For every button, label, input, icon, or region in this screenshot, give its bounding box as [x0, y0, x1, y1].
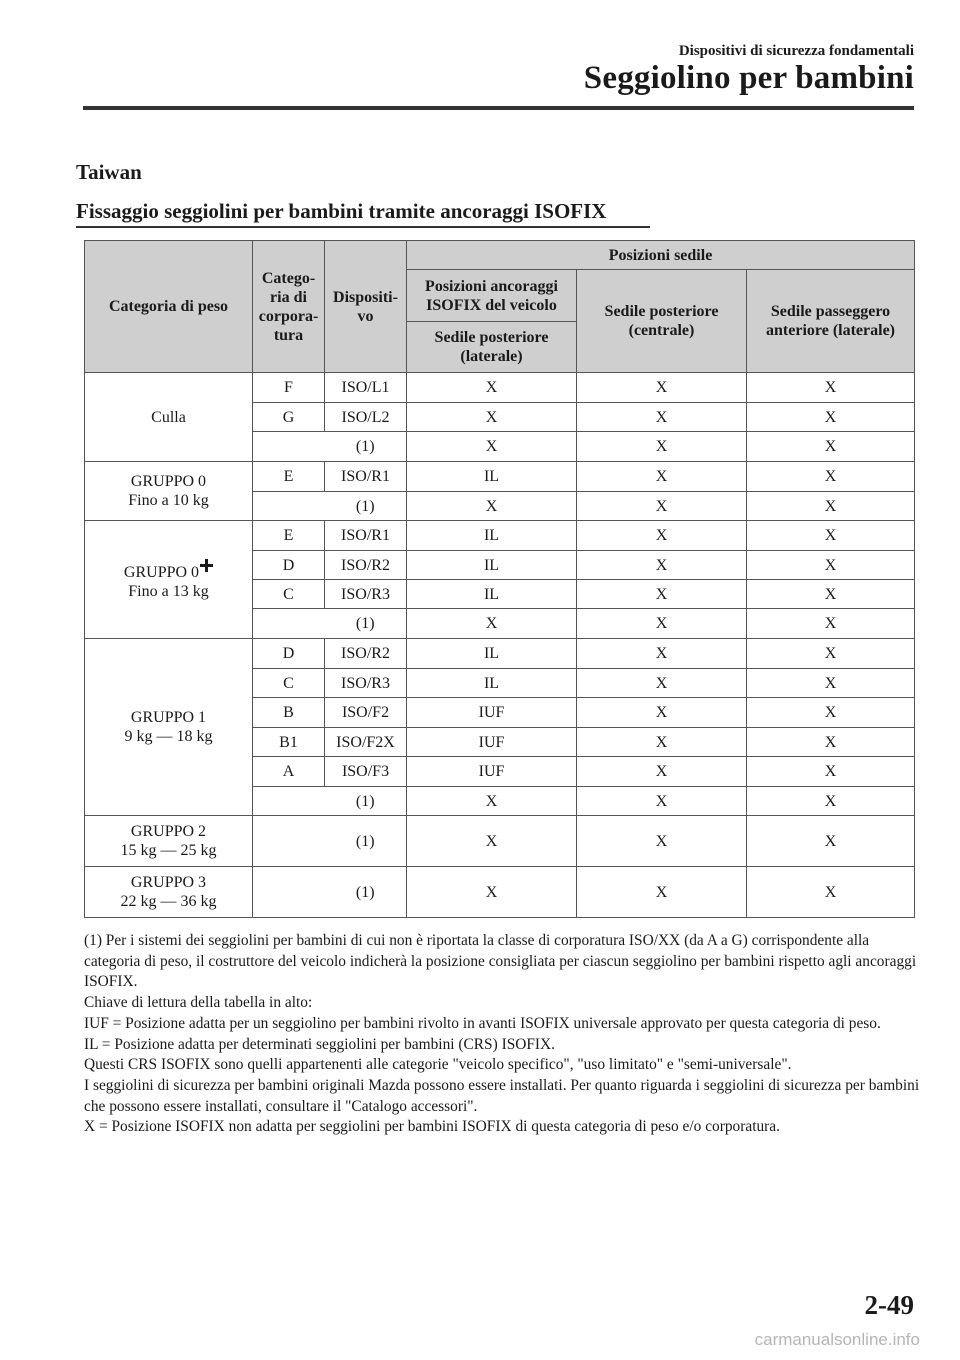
table-cell: X	[407, 867, 577, 918]
header-line: Posizioni ancoraggi	[425, 277, 558, 295]
table-row	[85, 816, 915, 867]
table-cell: D	[253, 551, 325, 580]
table-cell: B	[253, 698, 325, 728]
table-cell: X	[747, 816, 915, 867]
table-cell: IL	[407, 639, 577, 669]
category-name: GRUPPO 1	[130, 709, 207, 726]
col-header-rear-center	[577, 270, 747, 373]
header-subtitle: Dispositivi di sicurezza fondamentali	[678, 43, 914, 59]
header-line: (centrale)	[628, 322, 695, 339]
plus-icon	[200, 559, 213, 572]
table-cell: ISO/R3	[325, 669, 407, 698]
header-line: Sedile passeggero	[770, 303, 891, 320]
col-header-isofix-positions	[407, 270, 577, 322]
table-cell: ISO/F3	[325, 757, 407, 787]
category-name: GRUPPO 3	[130, 874, 207, 891]
table-cell: E	[253, 521, 325, 551]
header-line: Sedile posteriore	[604, 303, 719, 320]
col-header-fixture	[325, 241, 407, 373]
col-header-rear-outboard	[407, 322, 577, 373]
table-cell: X	[747, 462, 915, 492]
table-row	[85, 521, 915, 551]
category-name-text: GRUPPO 0	[123, 563, 200, 581]
table-cell: X	[577, 669, 747, 698]
table-cell: ISO/L2	[325, 403, 407, 432]
header-line: (laterale)	[460, 348, 523, 365]
table-cell: X	[747, 639, 915, 669]
note-x: X = Posizione ISOFIX non adatta per seggiolini per bambini ISOFIX di questa categoria di peso e/o corporatura.	[84, 1118, 780, 1136]
table-cell: C	[253, 580, 325, 609]
table-cell: IL	[407, 462, 577, 492]
category-weight: 22 kg ― 36 kg	[120, 893, 217, 910]
category-name	[88, 559, 249, 582]
table-cell: IL	[407, 551, 577, 580]
table-cell: X	[407, 373, 577, 403]
table-cell	[253, 787, 325, 816]
note-legend-heading: Chiave di lettura della tabella in alto:	[84, 994, 313, 1012]
table-cell: E	[253, 462, 325, 492]
isofix-table	[84, 240, 915, 918]
note-footnote-1: (1) Per i sistemi dei seggiolini per bambini di cui non è riportata la classe di corporatura ISO/XX (da A a G) corrispondente alla categoria di peso, il costruttore del veicolo indicherà la posizione consigliata per ciascun seggiolino per bambini rispetto agli ancoraggi ISOFIX.	[84, 932, 917, 991]
table-cell: (1)	[325, 867, 407, 918]
table-cell	[253, 432, 325, 462]
table-cell: X	[577, 728, 747, 757]
table-cell: C	[253, 669, 325, 698]
table-cell: X	[407, 787, 577, 816]
header-line: vo	[357, 307, 374, 325]
table-cell: X	[747, 728, 915, 757]
table-cell: X	[577, 698, 747, 728]
category-weight: Fino a 10 kg	[128, 492, 209, 509]
header-title: Seggiolino per bambini	[583, 60, 914, 96]
table-cell: X	[747, 757, 915, 787]
section-heading: Fissaggio seggiolini per bambini tramite ancoraggi ISOFIX	[76, 199, 607, 223]
header-line: anteriore (laterale)	[766, 322, 895, 339]
table-cell: ISO/R3	[325, 580, 407, 609]
header-rule	[83, 106, 914, 110]
table-cell: X	[747, 492, 915, 521]
weight-category-cell: Culla	[85, 373, 253, 462]
table-cell: B1	[253, 728, 325, 757]
table-cell: ISO/F2	[325, 698, 407, 728]
table-cell: X	[747, 432, 915, 462]
page-number: 2-49	[864, 1290, 914, 1320]
table-cell: X	[577, 521, 747, 551]
table-cell: F	[253, 373, 325, 403]
table-cell: X	[577, 462, 747, 492]
table-cell	[253, 867, 325, 918]
table-cell: X	[577, 867, 747, 918]
table-cell: IL	[407, 521, 577, 551]
region-heading: Taiwan	[76, 160, 142, 184]
header-line: ISOFIX del veicolo	[426, 296, 557, 314]
table-cell: G	[253, 403, 325, 432]
table-cell: IL	[407, 580, 577, 609]
table-cell: X	[577, 609, 747, 639]
header-line: Catego-	[261, 269, 316, 287]
header-line: Dispositi-	[333, 288, 398, 306]
table-cell: X	[747, 521, 915, 551]
table-cell: IUF	[407, 698, 577, 728]
table-cell: X	[577, 551, 747, 580]
table-notes	[84, 931, 920, 1138]
table-cell: (1)	[325, 432, 407, 462]
table-cell: X	[577, 639, 747, 669]
table-cell: X	[747, 698, 915, 728]
table-cell: X	[747, 787, 915, 816]
weight-category-cell	[85, 639, 253, 816]
table-cell: X	[577, 432, 747, 462]
table-cell: X	[747, 669, 915, 698]
col-header-weight: Categoria di peso	[85, 241, 253, 373]
table-cell: IUF	[407, 728, 577, 757]
col-header-front-passenger	[747, 270, 915, 373]
table-cell: (1)	[325, 609, 407, 639]
table-cell	[253, 609, 325, 639]
col-header-size-class	[253, 241, 325, 373]
table-cell: (1)	[325, 787, 407, 816]
weight-category-cell	[85, 521, 253, 639]
table-cell: X	[747, 373, 915, 403]
table-cell: ISO/L1	[325, 373, 407, 403]
table-cell: (1)	[325, 492, 407, 521]
table-cell: X	[577, 787, 747, 816]
table-cell: (1)	[325, 816, 407, 867]
table-cell: IUF	[407, 757, 577, 787]
table-row	[85, 639, 915, 669]
weight-category-cell	[85, 867, 253, 918]
table-cell: D	[253, 639, 325, 669]
note-il: IL = Posizione adatta per determinati seggiolini per bambini (CRS) ISOFIX.	[84, 1035, 556, 1053]
watermark: carmanualsonline.info	[754, 1330, 920, 1349]
table-cell: ISO/R2	[325, 639, 407, 669]
header-line: tura	[273, 326, 304, 344]
table-cell: X	[407, 816, 577, 867]
note-crs-categories: Questi CRS ISOFIX sono quelli appartenenti alle categorie "veicolo specifico", "uso limitato" e "semi-universale".	[84, 1056, 792, 1074]
table-cell: X	[577, 373, 747, 403]
header-line: ria di	[270, 288, 307, 306]
table-cell: X	[407, 492, 577, 521]
section-heading-underline	[76, 226, 650, 228]
table-cell: X	[407, 432, 577, 462]
table-cell: X	[747, 580, 915, 609]
table-row	[85, 462, 915, 492]
category-name: GRUPPO 2	[130, 823, 207, 840]
table-cell: X	[577, 757, 747, 787]
header-line: Sedile posteriore	[434, 329, 549, 346]
category-name: GRUPPO 0	[130, 473, 207, 490]
category-weight: 15 kg ― 25 kg	[120, 842, 217, 859]
table-cell: ISO/R2	[325, 551, 407, 580]
note-iuf: IUF = Posizione adatta per un seggiolino per bambini rivolto in avanti ISOFIX universale approvato per questa categoria di peso.	[84, 1014, 881, 1032]
header-line: corpora-	[258, 307, 319, 325]
weight-category-cell	[85, 816, 253, 867]
table-cell: X	[577, 403, 747, 432]
table-header-row	[85, 241, 915, 270]
table-cell: X	[407, 403, 577, 432]
table-cell: X	[747, 609, 915, 639]
table-cell: A	[253, 757, 325, 787]
table-row	[85, 373, 915, 403]
table-cell: ISO/R1	[325, 462, 407, 492]
col-header-seat-positions: Posizioni sedile	[407, 241, 915, 270]
table-cell: X	[577, 580, 747, 609]
weight-category-cell	[85, 462, 253, 521]
table-cell	[253, 492, 325, 521]
note-mazda-seats: I seggiolini di sicurezza per bambini originali Mazda possono essere installati. Per quanto riguarda i seggiolini di sicurezza per bambini che possono essere installati, consultare il "Catalogo accessori".	[84, 1076, 920, 1115]
table-cell: X	[747, 403, 915, 432]
table-cell: ISO/F2X	[325, 728, 407, 757]
table-cell: X	[407, 609, 577, 639]
table-cell: X	[747, 867, 915, 918]
table-cell: X	[577, 816, 747, 867]
category-weight: Fino a 13 kg	[128, 582, 209, 600]
table-cell: X	[577, 492, 747, 521]
table-row	[85, 867, 915, 918]
category-weight: 9 kg ― 18 kg	[124, 728, 213, 745]
table-cell	[253, 816, 325, 867]
table-cell: ISO/R1	[325, 521, 407, 551]
table-cell: X	[747, 551, 915, 580]
table-cell: IL	[407, 669, 577, 698]
